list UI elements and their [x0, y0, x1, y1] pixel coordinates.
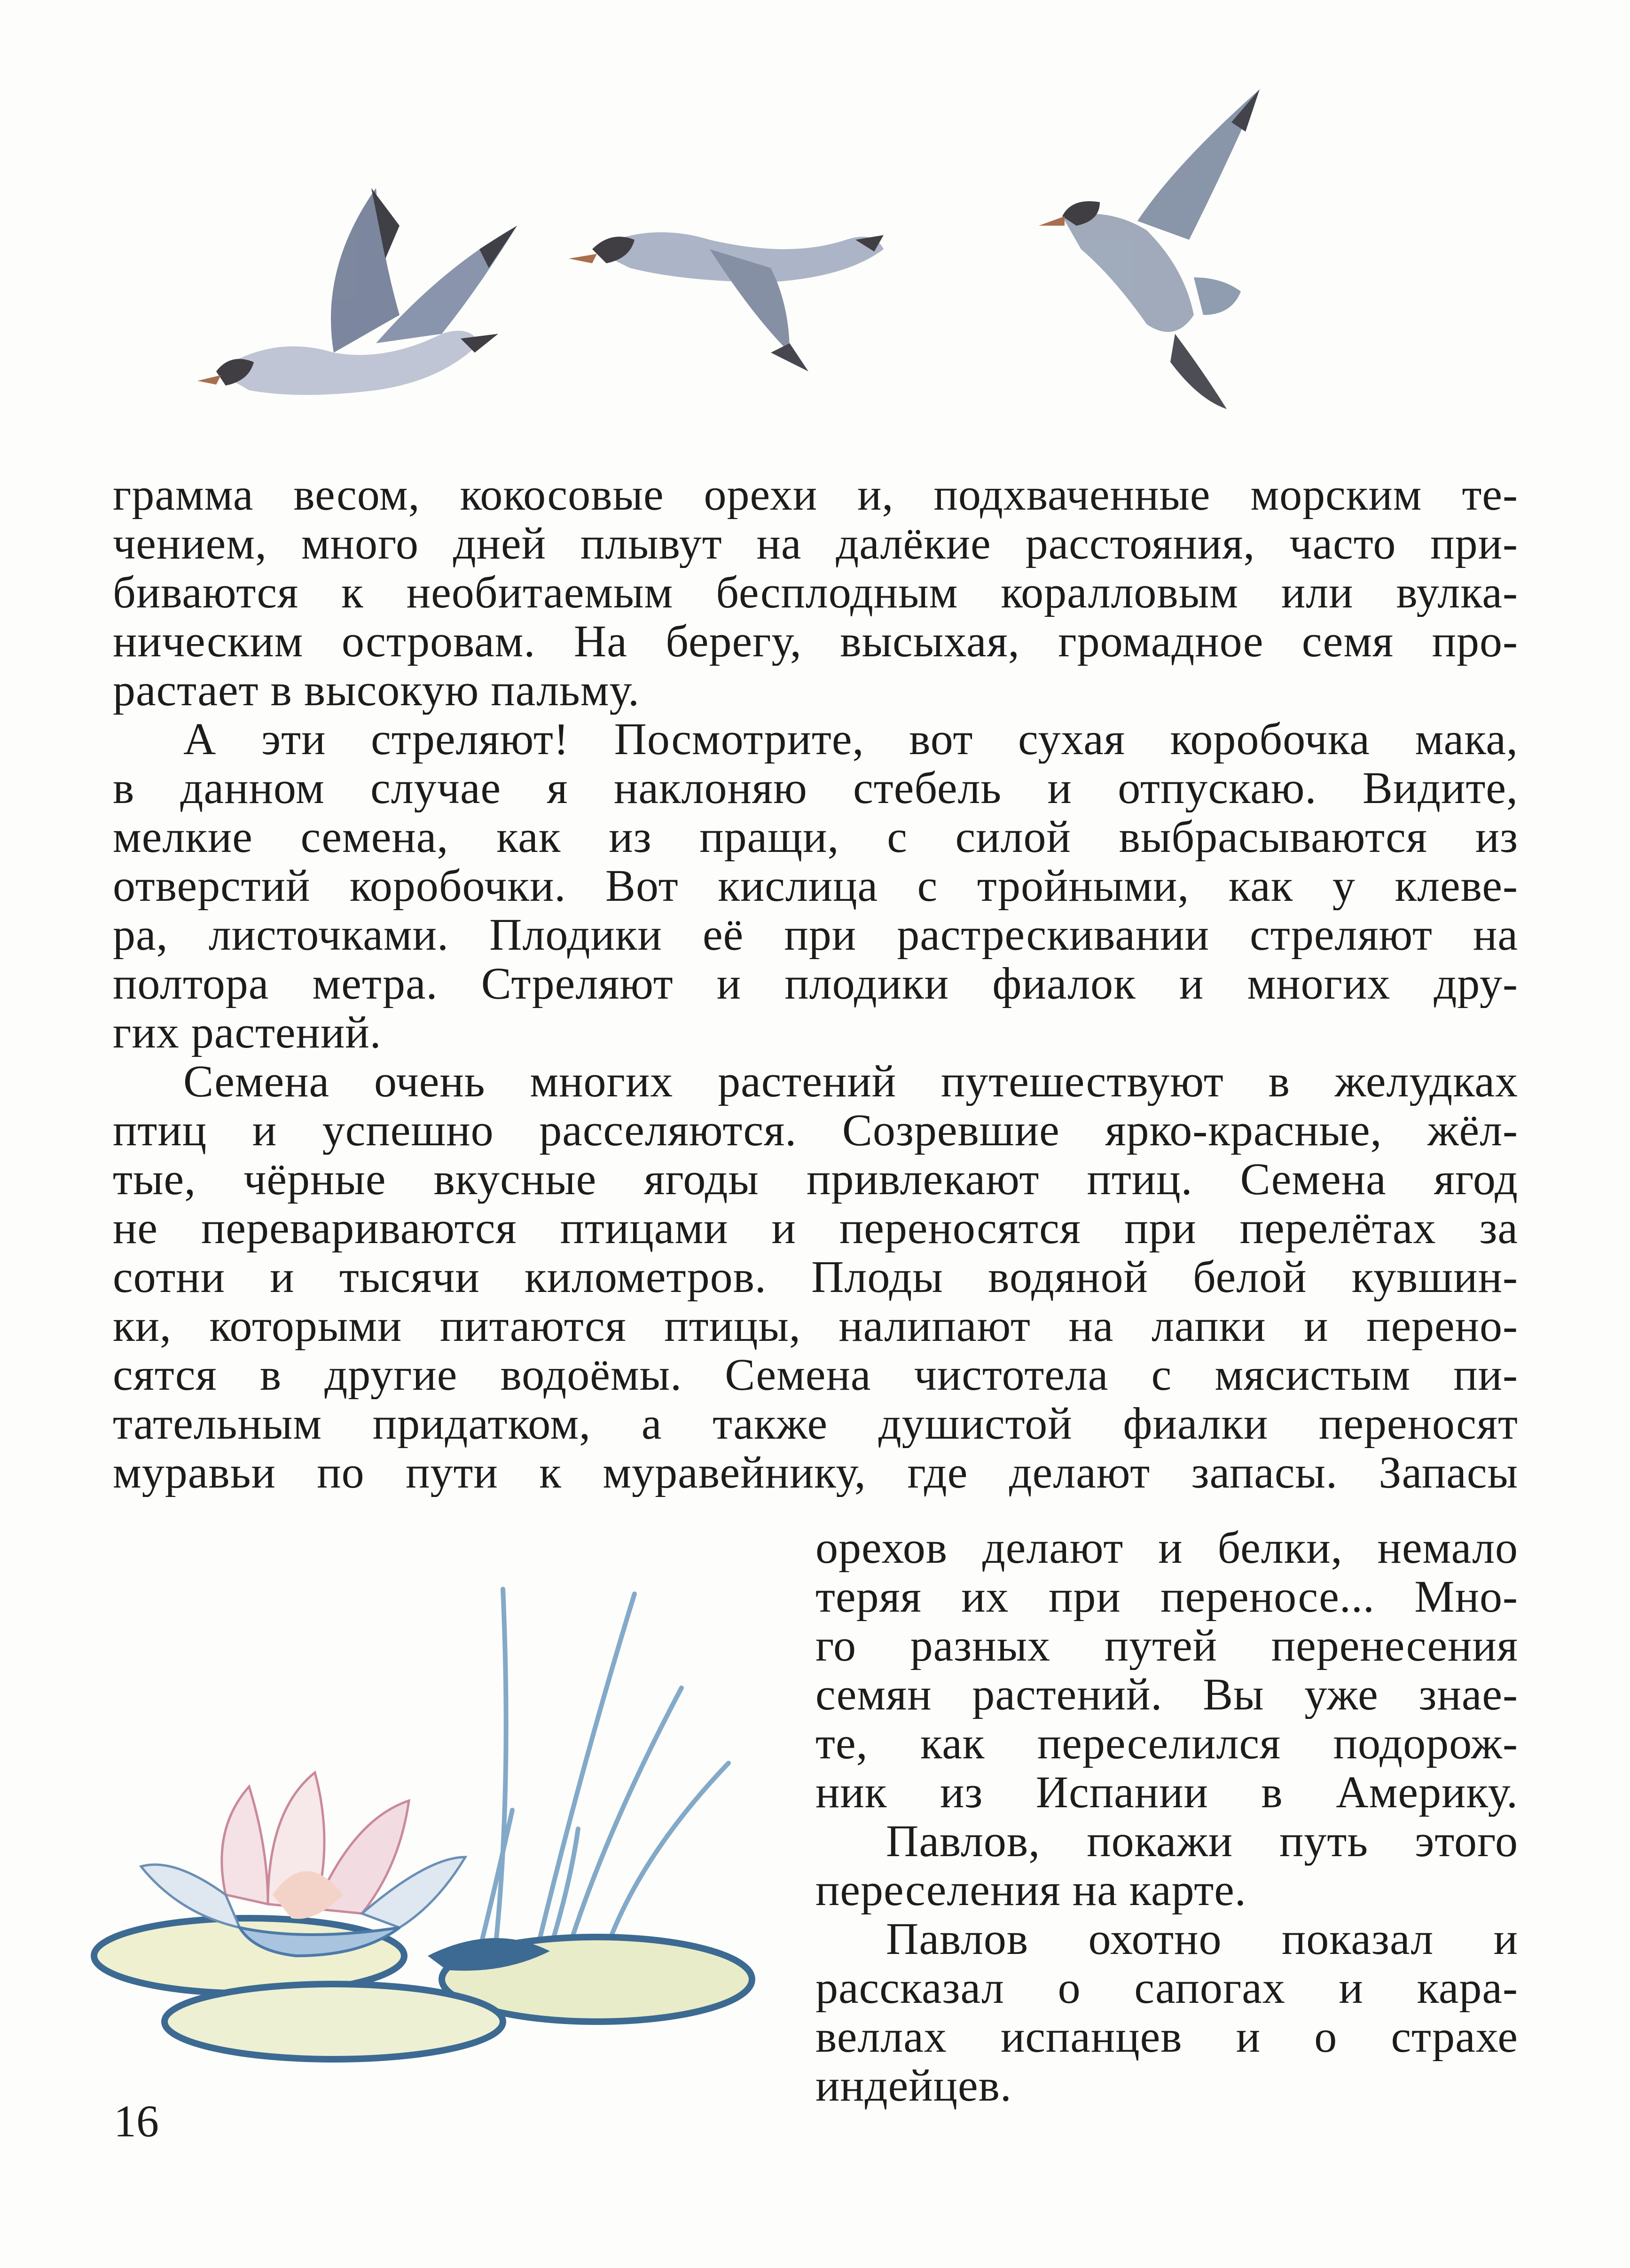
- text-line: не перевариваются птицами и переносятся при перелётах за: [113, 1204, 1518, 1252]
- text-line: те, как переселился подорож-: [815, 1719, 1518, 1768]
- text-line: ник из Испании в Америку.: [815, 1768, 1518, 1817]
- text-line: полтора метра. Стреляют и плодики фиалок и многих дру-: [113, 959, 1518, 1008]
- text-line: Семена очень многих растений путешествуют в желудках: [183, 1057, 1518, 1106]
- text-line: ническим островам. На берегу, высыхая, громадное семя про-: [113, 617, 1518, 666]
- paragraph-pavlov-answer: [815, 1914, 1518, 2110]
- text-line: переселения на карте.: [815, 1866, 1246, 1914]
- text-line: тательным придатком, а также душистой фиалки переносят: [113, 1399, 1518, 1448]
- text-line: мелкие семена, как из пращи, с силой выбрасываются из: [113, 812, 1518, 861]
- text-line: семян растений. Вы уже знае-: [815, 1670, 1518, 1719]
- text-line: теряя их при переносе... Мно-: [815, 1572, 1518, 1621]
- text-line: А эти стреляют! Посмотрите, вот сухая коробочка мака,: [183, 715, 1518, 764]
- paragraph-pavlov-request: [815, 1817, 1518, 1914]
- lily-pads: [94, 1918, 752, 2059]
- text-line: сотни и тысячи километров. Плоды водяной белой кувшин-: [113, 1252, 1518, 1301]
- water-lily-illustration: [71, 1566, 766, 2083]
- paragraph-shooting-seeds: [113, 715, 1518, 1057]
- main-text: [113, 470, 1518, 1497]
- text-line: веллах испанцев и о страхе: [815, 2012, 1518, 2061]
- duck-1: [197, 188, 517, 395]
- text-line: в данном случае я наклоняю стебель и отпускаю. Видите,: [113, 764, 1518, 812]
- text-line: Павлов охотно показал и: [886, 1914, 1518, 1963]
- text-line: рассказал о сапогах и кара-: [815, 1963, 1518, 2012]
- duck-2: [569, 232, 884, 371]
- page-number: 16: [114, 2096, 159, 2146]
- text-line: тые, чёрные вкусные ягоды привлекают птиц. Семена ягод: [113, 1155, 1518, 1204]
- text-line: грамма весом, кокосовые орехи и, подхваченные морским те-: [113, 470, 1518, 519]
- side-text: [815, 1523, 1518, 2110]
- text-line: чением, много дней плывут на далёкие расстояния, часто при-: [113, 519, 1518, 568]
- text-line: Павлов, покажи путь этого: [886, 1817, 1518, 1866]
- text-line: отверстий коробочки. Вот кислица с тройными, как у клеве-: [113, 861, 1518, 910]
- paragraph-birds: [113, 1057, 1518, 1497]
- paragraph-coconuts: [113, 470, 1518, 715]
- text-line: растает в высокую пальму.: [113, 666, 640, 715]
- text-line: индейцев.: [815, 2061, 1012, 2110]
- text-line: птиц и успешно расселяются. Созревшие ярко-красные, жёл-: [113, 1106, 1518, 1155]
- text-line: сятся в другие водоёмы. Семена чистотела с мясистым пи-: [113, 1350, 1518, 1399]
- text-line: ки, которыми питаются птицы, налипают на лапки и перено-: [113, 1301, 1518, 1350]
- text-line: орехов делают и белки, немало: [815, 1523, 1518, 1572]
- text-line: го разных путей перенесения: [815, 1621, 1518, 1670]
- text-line: муравьи по пути к муравейнику, где делают запасы. Запасы: [113, 1448, 1518, 1497]
- text-line: ра, листочками. Плодики её при растрескивании стреляют на: [113, 910, 1518, 959]
- text-line: биваются к необитаемым бесплодным коралловым или вулка-: [113, 568, 1518, 617]
- flying-ducks-illustration: [179, 71, 1410, 447]
- duck-3: [1039, 89, 1260, 409]
- text-line: гих растений.: [113, 1008, 382, 1057]
- paragraph-squirrels: [815, 1523, 1518, 1817]
